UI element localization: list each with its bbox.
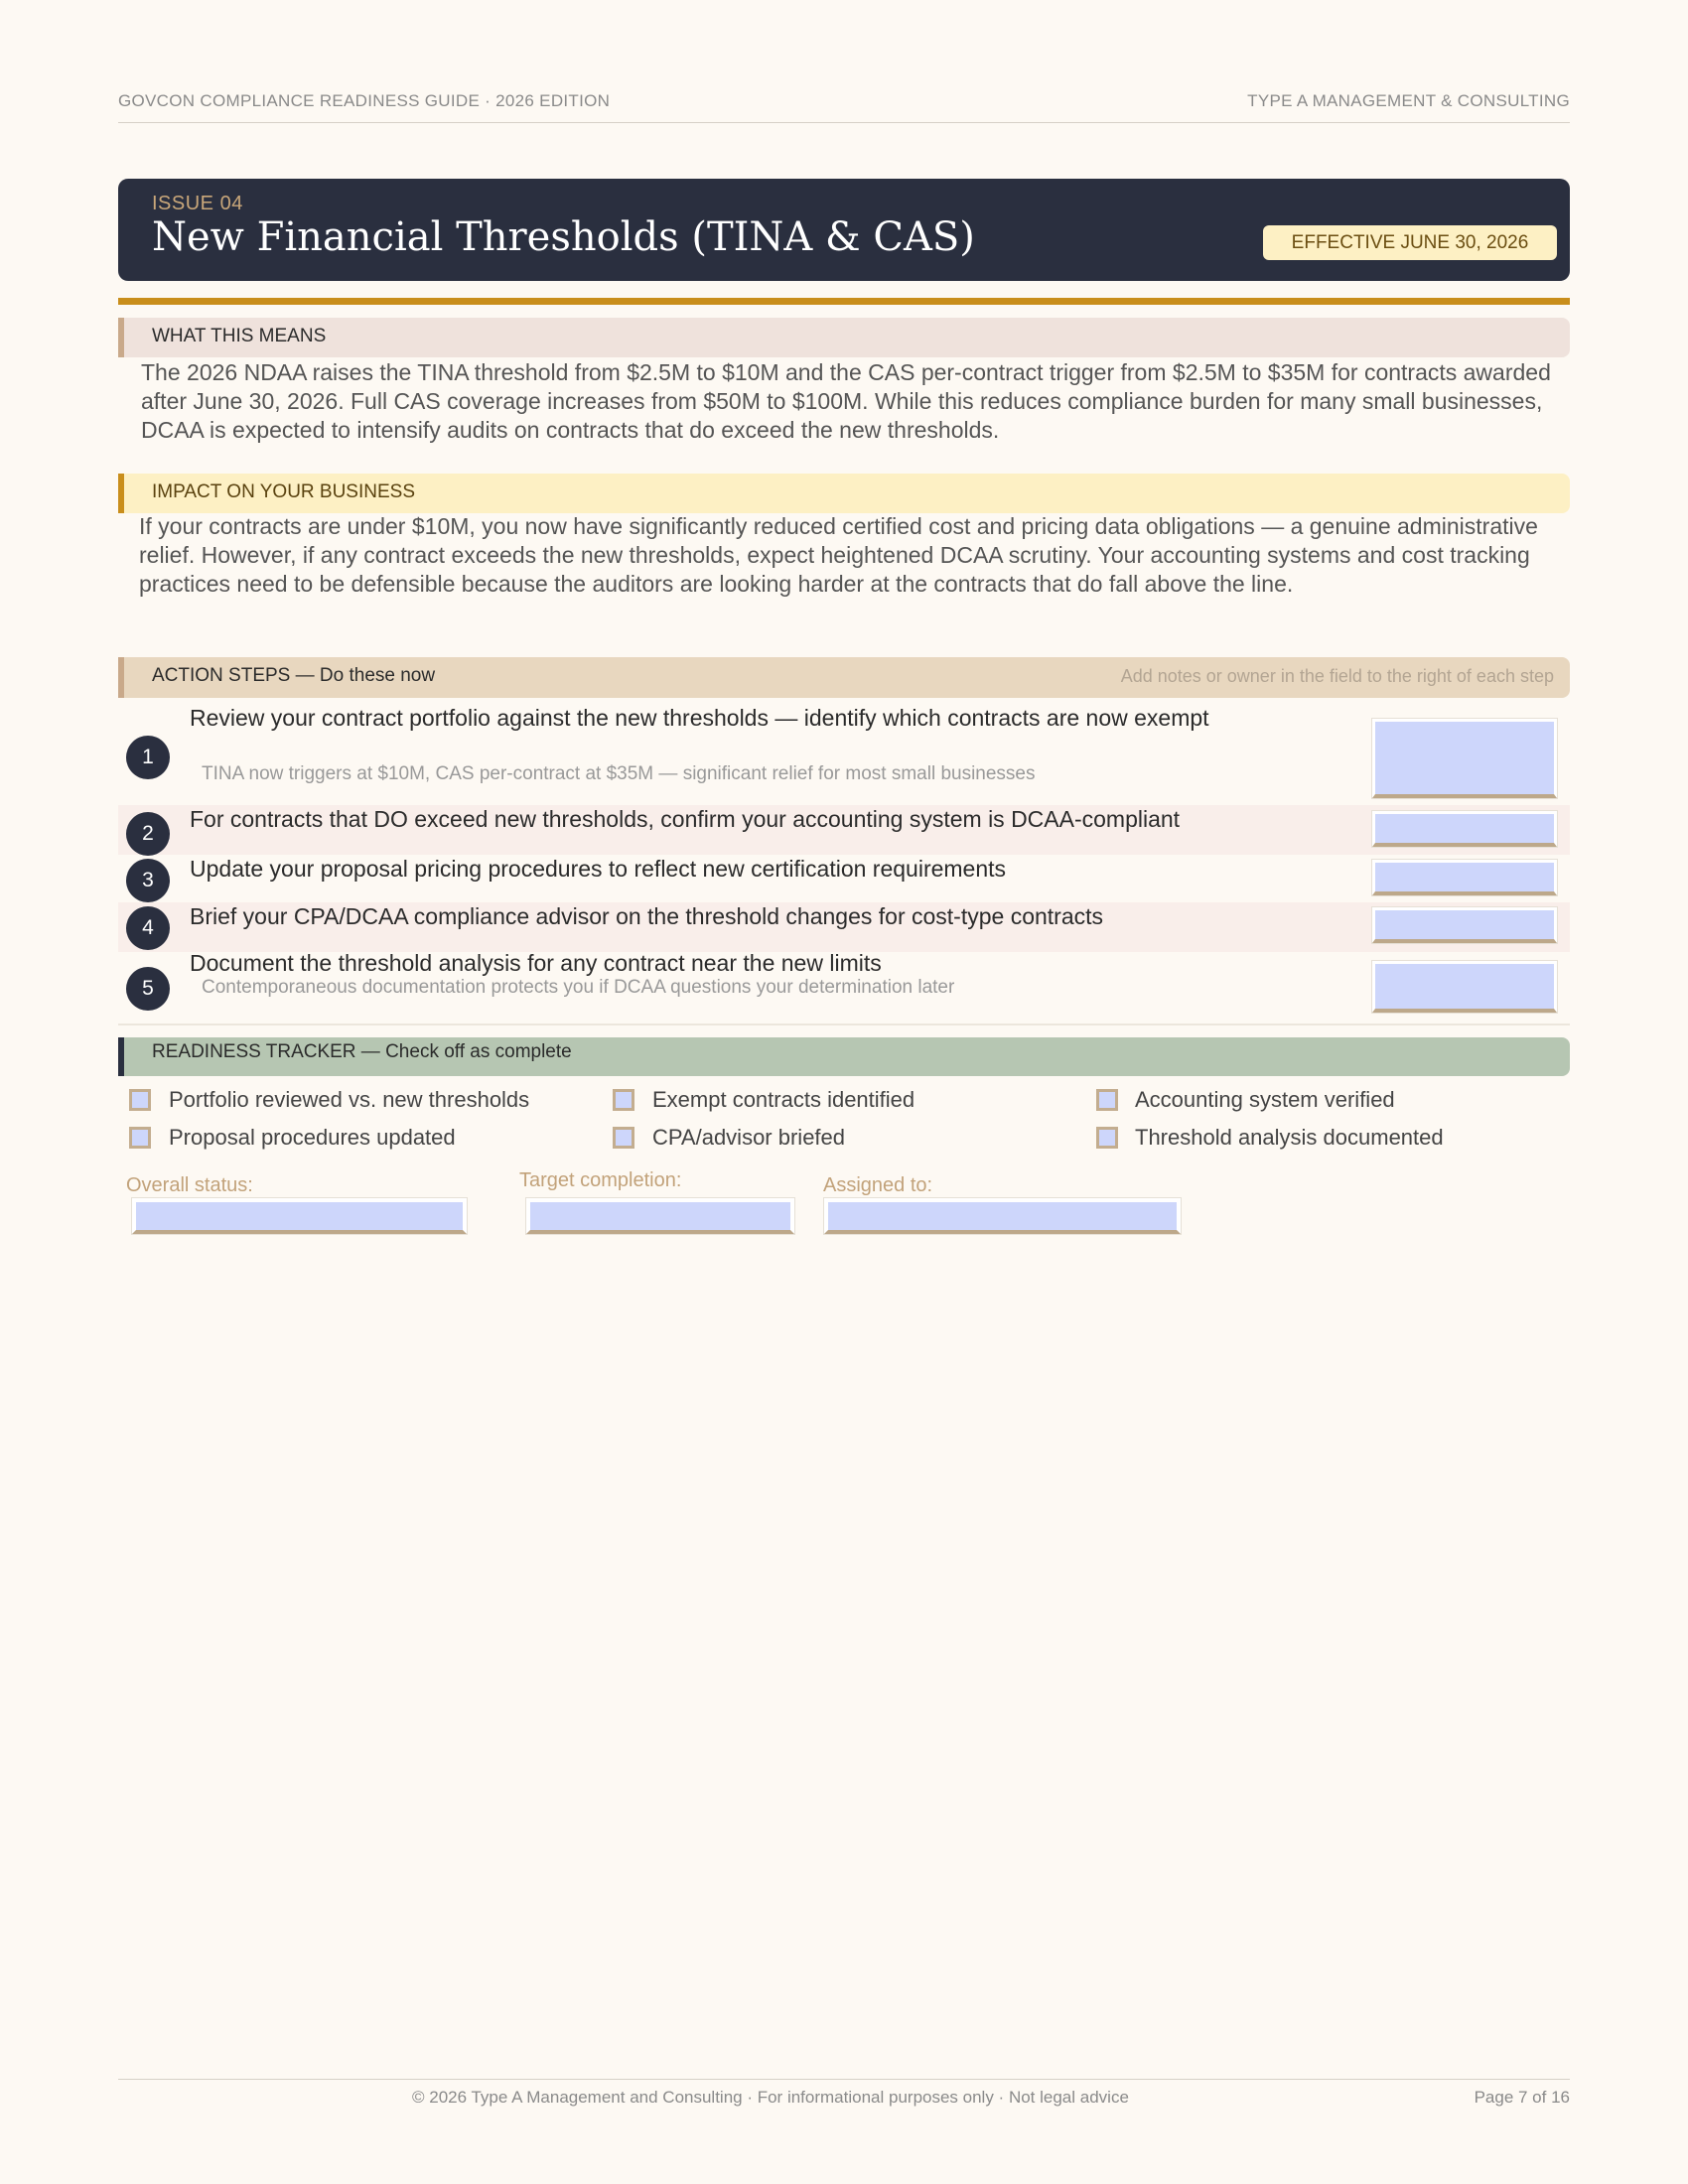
step-notes-field[interactable] (1372, 961, 1557, 1013)
tracker-checkbox-label: CPA/advisor briefed (652, 1125, 846, 1150)
header-divider (118, 122, 1570, 123)
issue-banner (118, 179, 1570, 281)
running-header-right: TYPE A MANAGEMENT & CONSULTING (1247, 91, 1570, 110)
section-impact-heading: IMPACT ON YOUR BUSINESS (118, 474, 1570, 513)
step-number-badge: 2 (126, 812, 170, 856)
tracker-checkbox-label: Portfolio reviewed vs. new thresholds (169, 1087, 530, 1112)
step-text: Brief your CPA/DCAA compliance advisor on the threshold changes for cost-type contracts (190, 903, 1104, 929)
tracker-checkbox[interactable] (1096, 1089, 1118, 1111)
tracker-checkbox[interactable] (129, 1089, 151, 1111)
step-number-badge: 1 (126, 736, 170, 779)
action-step (118, 902, 1570, 952)
effective-date-badge: EFFECTIVE JUNE 30, 2026 (1263, 225, 1557, 260)
step-number-badge: 3 (126, 859, 170, 902)
action-step (118, 703, 1570, 802)
assigned-to-input[interactable] (824, 1198, 1181, 1234)
tracker-checkbox-label: Proposal procedures updated (169, 1125, 456, 1150)
footer-disclaimer: © 2026 Type A Management and Consulting · For informational purposes only · Not legal advice (412, 2088, 1129, 2107)
section-what-heading: WHAT THIS MEANS (118, 318, 1570, 357)
step-text: Update your proposal pricing procedures to reflect new certification requirements (190, 856, 1007, 882)
tracker-checkbox-label: Exempt contracts identified (652, 1087, 915, 1112)
tracker-checkbox[interactable] (1096, 1127, 1118, 1149)
action-step (118, 805, 1570, 855)
tracker-checkbox[interactable] (613, 1089, 634, 1111)
actions-divider (118, 1024, 1570, 1025)
section-impact-body: If your contracts are under $10M, you now have significantly reduced certified cost and pricing data obligations — a genuine administrative relief. However, if any contract exceeds the new thresholds, expect heightened DCAA scrutiny. Your accounting systems and cost tracking practices need to be defensible because the auditors are looking harder at the contracts that do fall above the line. (139, 513, 1538, 597)
step-notes-field[interactable] (1372, 811, 1557, 847)
action-step (118, 855, 1570, 902)
section-actions-heading (118, 657, 1570, 698)
section-what-body: The 2026 NDAA raises the TINA threshold from $2.5M to $10M and the CAS per-contract trigger from $2.5M to $35M for contracts awarded after June 30, 2026. Full CAS coverage increases from $50M to $100M. While this reduces compliance burden for many small businesses, DCAA is expected to intensify audits on contracts that do exceed the new thresholds. (141, 359, 1551, 443)
overall-status-input[interactable] (132, 1198, 467, 1234)
step-subtext: Contemporaneous documentation protects you if DCAA questions your determination later (202, 977, 955, 998)
tracker-checkbox-label: Threshold analysis documented (1135, 1125, 1444, 1150)
tracker-checkbox[interactable] (613, 1127, 634, 1149)
issue-number: ISSUE 04 (152, 193, 243, 214)
step-subtext: TINA now triggers at $10M, CAS per-contract at $35M — significant relief for most small businesses (202, 763, 1036, 784)
actions-hint: Add notes or owner in the field to the right of each step (1120, 666, 1554, 686)
footer-divider (118, 2079, 1570, 2080)
section-tracker-heading: READINESS TRACKER — Check off as complete (118, 1037, 1570, 1076)
tracker-checkbox-label: Accounting system verified (1135, 1087, 1395, 1112)
actions-heading-text: ACTION STEPS — Do these now (152, 665, 436, 686)
page-number: Page 7 of 16 (1474, 2088, 1570, 2107)
action-step (118, 952, 1570, 1022)
step-text: For contracts that DO exceed new thresholds, confirm your accounting system is DCAA-compliant (190, 806, 1181, 832)
accent-bar (118, 298, 1570, 305)
step-number-badge: 5 (126, 967, 170, 1011)
overall-status-label: Overall status: (126, 1174, 253, 1196)
step-notes-field[interactable] (1372, 719, 1557, 798)
page-title: New Financial Thresholds (TINA & CAS) (152, 214, 975, 260)
assigned-to-label: Assigned to: (823, 1174, 933, 1196)
step-number-badge: 4 (126, 906, 170, 950)
step-notes-field[interactable] (1372, 907, 1557, 943)
target-completion-input[interactable] (526, 1198, 794, 1234)
step-text: Review your contract portfolio against the new thresholds — identify which contracts are now exempt (190, 705, 1209, 731)
step-text: Document the threshold analysis for any contract near the new limits (190, 950, 882, 976)
tracker-checkbox[interactable] (129, 1127, 151, 1149)
step-notes-field[interactable] (1372, 860, 1557, 895)
target-completion-label: Target completion: (519, 1169, 682, 1191)
running-header-left: GOVCON COMPLIANCE READINESS GUIDE · 2026 EDITION (118, 91, 611, 110)
